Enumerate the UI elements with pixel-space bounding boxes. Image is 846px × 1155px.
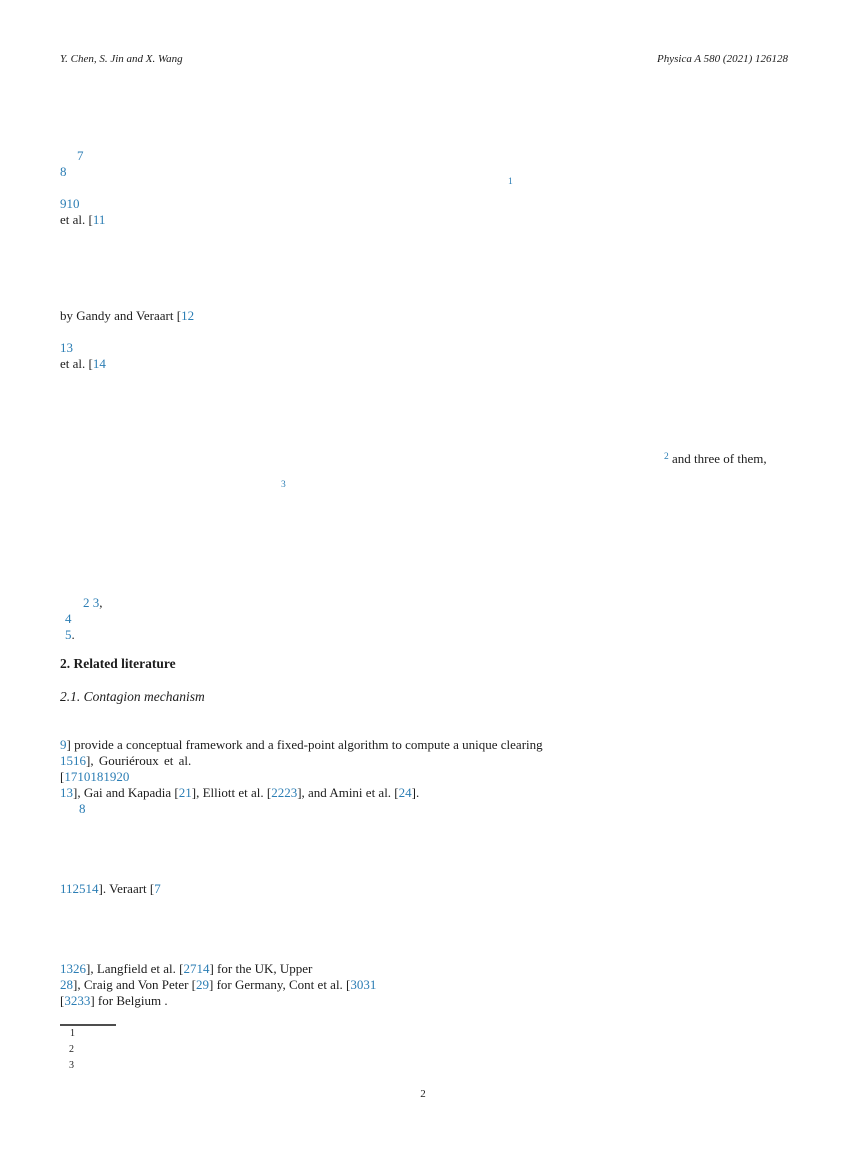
- citation-link[interactable]: 13: [60, 961, 73, 976]
- citation-link[interactable]: 8: [79, 801, 86, 816]
- section-heading: 2. Related literature: [60, 656, 176, 671]
- text-fragment: [60, 212, 105, 228]
- header-journal: Physica A 580 (2021) 126128: [657, 53, 788, 65]
- citation-link[interactable]: 26: [73, 961, 86, 976]
- text-fragment: [65, 611, 72, 627]
- body-text: ].: [411, 785, 420, 800]
- header-authors: Y. Chen, S. Jin and X. Wang: [60, 53, 183, 65]
- body-text: .: [71, 627, 75, 642]
- citation-link[interactable]: 7: [154, 881, 161, 896]
- footnote-marker: 1: [70, 1028, 75, 1039]
- citation-link[interactable]: 29: [196, 977, 209, 992]
- body-text: and three of them,: [668, 451, 767, 466]
- citation-link[interactable]: 2: [83, 595, 90, 610]
- body-text: ], and Amini et al. [: [297, 785, 399, 800]
- citation-link[interactable]: 8: [60, 164, 67, 179]
- footnote-marker-link[interactable]: 1: [508, 176, 513, 187]
- citation-link[interactable]: 31: [363, 977, 377, 992]
- citation-link[interactable]: 13: [60, 340, 73, 355]
- paragraph-line: [60, 961, 312, 977]
- citation-link[interactable]: 16: [73, 753, 86, 768]
- body-text: ] provide a conceptual framework and a fixed-point algorithm to compute a unique clearing: [66, 737, 543, 752]
- text-fragment: [60, 356, 106, 372]
- citation-link[interactable]: 10: [77, 769, 91, 784]
- paragraph-line: [60, 881, 161, 897]
- citation-link[interactable]: 12: [181, 308, 195, 323]
- footnote-marker: 2: [69, 1044, 74, 1055]
- citation-link[interactable]: 22: [271, 785, 285, 800]
- text-fragment: [83, 595, 103, 611]
- citation-link[interactable]: 7: [77, 148, 84, 163]
- citation-link[interactable]: 17: [64, 769, 78, 784]
- body-text: et al. [: [60, 356, 93, 371]
- citation-link[interactable]: 10: [66, 196, 80, 211]
- paragraph-line: [60, 977, 376, 993]
- body-text: [: [60, 769, 65, 784]
- citation-link[interactable]: 18: [90, 769, 104, 784]
- subsection-heading: 2.1. Contagion mechanism: [60, 689, 205, 704]
- text-fragment: [664, 451, 767, 469]
- paragraph-line: [60, 769, 129, 785]
- citation-link[interactable]: 20: [116, 769, 130, 784]
- text-fragment: [60, 164, 67, 180]
- text-fragment: [60, 308, 194, 324]
- body-text: ] for Germany, Cont et al. [: [209, 977, 351, 992]
- citation-link[interactable]: 33: [77, 993, 91, 1008]
- body-text: ], Craig and Von Peter [: [73, 977, 196, 992]
- footnote-marker: 3: [69, 1060, 74, 1071]
- citation-link[interactable]: 27: [183, 961, 197, 976]
- footnote-rule: [60, 1024, 116, 1026]
- citation-link[interactable]: 11: [92, 212, 106, 227]
- paragraph-line: [60, 737, 543, 753]
- body-text: ], Gai and Kapadia [: [73, 785, 179, 800]
- footnote-marker-link[interactable]: 2: [664, 451, 669, 462]
- body-text: ]. Veraart [: [98, 881, 155, 896]
- citation-link[interactable]: 19: [103, 769, 117, 784]
- body-text: ], Elliott et al. [: [191, 785, 272, 800]
- body-text: ,: [99, 595, 103, 610]
- footnote-marker-link[interactable]: 3: [281, 479, 286, 490]
- body-text: ], Gouriéroux et al.: [86, 753, 192, 768]
- citation-link[interactable]: 28: [60, 977, 73, 992]
- body-text: ] for Belgium .: [90, 993, 168, 1008]
- text-fragment: [508, 176, 513, 194]
- citation-link[interactable]: 21: [178, 785, 192, 800]
- citation-link[interactable]: 30: [350, 977, 364, 992]
- text-fragment: [65, 627, 75, 643]
- citation-link[interactable]: 25: [72, 881, 86, 896]
- body-text: ] for the UK, Upper: [209, 961, 313, 976]
- text-fragment: [281, 479, 286, 497]
- text-fragment: [60, 196, 80, 212]
- citation-link[interactable]: 4: [65, 611, 72, 626]
- text-fragment: [77, 148, 84, 164]
- body-text: ], Langfield et al. [: [86, 961, 184, 976]
- paragraph-line: [60, 753, 191, 769]
- citation-link[interactable]: 15: [60, 753, 73, 768]
- citation-link[interactable]: 9: [60, 196, 67, 211]
- paragraph-line: [60, 785, 419, 801]
- citation-link[interactable]: 13: [60, 785, 73, 800]
- citation-link[interactable]: 23: [284, 785, 298, 800]
- citation-link[interactable]: 14: [196, 961, 210, 976]
- citation-link[interactable]: 14: [85, 881, 99, 896]
- body-text: by Gandy and Veraart [: [60, 308, 182, 323]
- citation-link[interactable]: 24: [398, 785, 412, 800]
- page-number: 2: [420, 1088, 426, 1100]
- paragraph-line: [79, 801, 86, 817]
- body-text: et al. [: [60, 212, 93, 227]
- citation-link[interactable]: 3: [92, 595, 100, 610]
- citation-link[interactable]: 32: [64, 993, 78, 1008]
- body-text: [: [60, 993, 65, 1008]
- citation-link[interactable]: 9: [60, 737, 67, 752]
- paragraph-line: [60, 993, 168, 1009]
- text-fragment: [60, 340, 73, 356]
- citation-link[interactable]: 5: [65, 627, 72, 642]
- citation-link[interactable]: 11: [60, 881, 73, 896]
- citation-link[interactable]: 14: [92, 356, 106, 371]
